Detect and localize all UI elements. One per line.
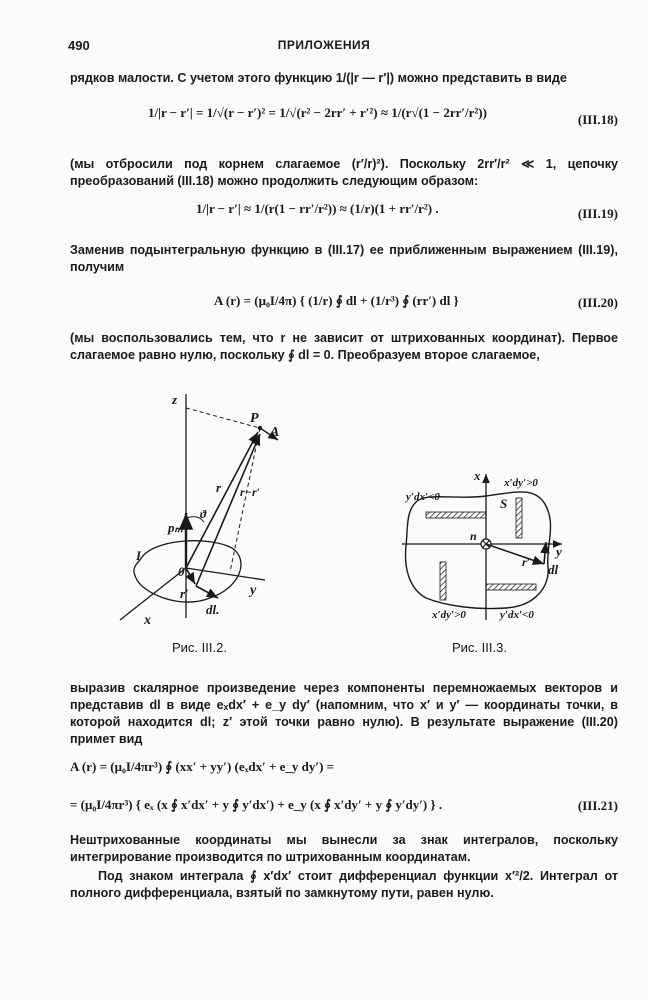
label-n: n [470, 529, 477, 543]
label-I: I [136, 548, 142, 563]
hatch-strip-right [516, 498, 522, 538]
label-r-minus-r1: r−r′ [240, 485, 260, 499]
label-q3: x′dy′>0 [432, 609, 466, 621]
equation-III21-line1: A (r) = (μ₀I/4πr³) ∮ (xx′ + yy′) (eₓdx′ + e_y dy′) = [70, 759, 335, 774]
vector-r [186, 432, 258, 568]
y-axis [186, 568, 265, 580]
label-x: x [474, 468, 481, 483]
equation-III21-line2: = (μ₀I/4πr³) { eₓ (x ∮ x′dx′ + y ∮ y′dx′) + e_y (x ∮ x′dy′ + y ∮ y′dy′) } . [70, 797, 443, 812]
figure-III2 [100, 388, 300, 628]
label-theta: ϑ [200, 507, 207, 521]
paragraph-5: выразив скалярное произведение через компоненты перемножаемых векторов и представив dl в виде eₓdx′ + e_y dy′ (напомним, что x′ и y′ — координаты точки, в которой находится dl; z′ этой точки равно нулю). В результате выражение (III.20) примет вид [70, 681, 618, 746]
label-dl: dl [548, 562, 559, 577]
equation-number-III19: (III.19) [577, 206, 618, 221]
label-P: P [250, 411, 259, 426]
label-S: S [500, 496, 508, 511]
figure-III2-caption: Рис. III.2. [172, 640, 227, 655]
vector-r1 [186, 568, 195, 584]
vector-dl [544, 542, 546, 564]
figure-III3 [396, 466, 586, 626]
equation-number-III18: (III.18) [577, 112, 618, 127]
label-y: y [556, 544, 562, 559]
vector-dl [196, 586, 218, 598]
vector-r1 [486, 544, 544, 564]
label-x: x [144, 613, 151, 628]
loop-contour [406, 492, 551, 609]
running-header: ПРИЛОЖЕНИЯ [277, 38, 371, 52]
equation-III18: 1/|r − r′| = 1/√(r − r′)² = 1/√(r² − 2rr′ + r′²) ≈ 1/(r√(1 − 2rr′/r²)) [148, 105, 487, 120]
equation-number-III20: (III.20) [577, 295, 618, 310]
paragraph-2: (мы отбросили под корнем слагаемое (r′/r)²). Поскольку 2rr′/r² ≪ 1, цепочку преобразований (III.18) можно продолжить следующим образом: [70, 157, 618, 188]
dashed-guide [186, 408, 260, 428]
equation-number-III21: (III.21) [577, 798, 618, 813]
paragraph-3: Заменив подынтегральную функцию в (III.17) ее приближенным выражением (III.19), получим [70, 243, 618, 274]
label-q1: y′dx′<0 [406, 491, 440, 503]
point-P [258, 426, 262, 430]
label-y: y [250, 583, 257, 598]
label-r1: r′ [180, 586, 189, 601]
label-r: r [216, 480, 222, 495]
label-dl: dl. [206, 602, 220, 617]
label-O: 0 [178, 564, 185, 579]
label-A: A [270, 425, 280, 440]
label-q4: y′dx′<0 [500, 609, 534, 621]
equation-III20: A (r) = (μ₀I/4π) { (1/r) ∮ dl + (1/r³) ∮ (rr′) dl } [214, 293, 459, 308]
hatch-strip-bottom [486, 584, 536, 590]
paragraph-7: Под знаком интеграла ∮ x′dx′ стоит дифференциал функции x′²/2. Интеграл от полного дифференциала, взятый по замкнутому пути, равен нулю. [70, 869, 618, 900]
equation-III19: 1/|r − r′| ≈ 1/(r(1 − rr′/r²)) ≈ (1/r)(1 + rr′/r²) . [196, 201, 439, 216]
label-z: z [172, 392, 178, 407]
figure-III3-caption: Рис. III.3. [452, 640, 507, 655]
label-pm: pₘ [168, 520, 183, 535]
paragraph-4: (мы воспользовались тем, что r не зависит от штрихованных координат). Первое слагаемое равно нулю, поскольку ∮ dl = 0. Преобразуем второе слагаемое, [70, 331, 618, 362]
label-r1: r′ [522, 555, 531, 569]
hatch-strip-left [440, 562, 446, 600]
label-q2: x′dy′>0 [504, 477, 538, 489]
paragraph-1: рядков малости. С учетом этого функцию 1/(|r — r′|) можно представить в виде [70, 71, 567, 85]
page-number: 490 [68, 38, 90, 53]
paragraph-6: Нештрихованные координаты мы вынесли за знак интегралов, поскольку интегрирование производится по штрихованным координатам. [70, 833, 618, 864]
hatch-strip-top [426, 512, 486, 518]
